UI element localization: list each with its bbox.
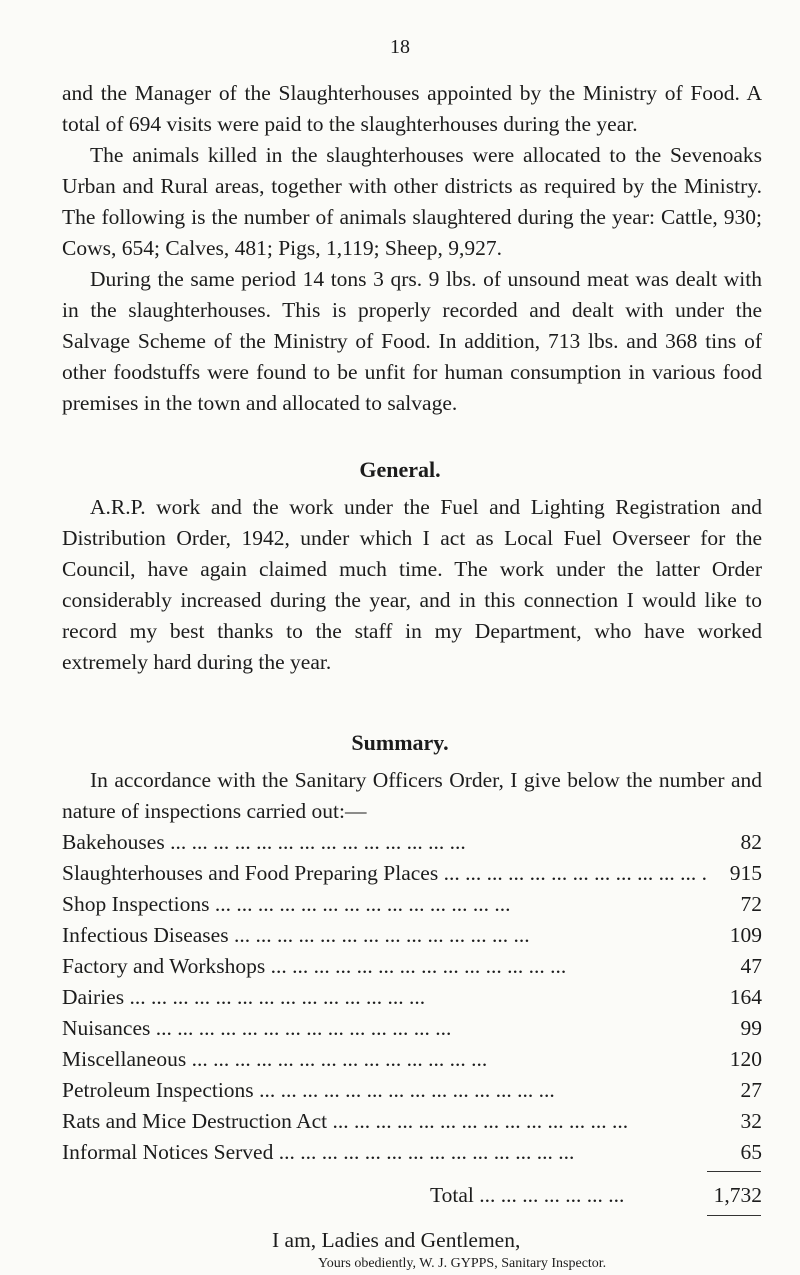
row-value: 99 xyxy=(740,1016,762,1040)
row-label: Bakehouses ... . xyxy=(62,827,708,858)
page-number: 18 xyxy=(390,36,410,58)
table-row xyxy=(62,951,762,982)
paragraph: and the Manager of the Slaughterhouses appointed by the Ministry of Food. A total of 694 visits were paid to the slaughterhouses during the year. xyxy=(62,81,762,136)
row-value: 164 xyxy=(729,985,762,1009)
paragraph: The animals killed in the slaughterhouses were allocated to the Sevenoaks Urban and Rural areas, together with other districts as required by the Ministry. The following is the number of animals slaughtered during the year: Cattle, 930; Cows, 654; Calves, 481; Pigs, 1,119; Sheep, 9,927. xyxy=(62,143,762,260)
table-row xyxy=(62,920,762,951)
table-row xyxy=(62,982,762,1013)
row-label: Miscellaneous ... . xyxy=(62,1044,708,1075)
paragraph: A.R.P. work and the work under the Fuel and Lighting Registration and Distribution Order, 1942, under which I act as Local Fuel Overseer for the Council, have again claimed much time. The work under the latter Order considerably increased during the year, and in this connection I would like to record my best thanks to the staff in my Department, who have worked extremely hard during the year. xyxy=(62,495,762,674)
section-heading-summary: Summary. xyxy=(351,730,449,755)
row-label: Factory and Workshops ... . xyxy=(62,951,708,982)
total-rule-top xyxy=(707,1171,761,1172)
closing-yours: Yours obediently, W. J. GYPPS, Sanitary Inspector. xyxy=(318,1256,607,1271)
row-value: 120 xyxy=(729,1047,762,1071)
row-label: Nuisances ... . xyxy=(62,1013,708,1044)
row-value: 72 xyxy=(740,892,762,916)
general-section xyxy=(62,492,762,678)
table-row xyxy=(62,1106,762,1137)
closing-salutation: I am, Ladies and Gentlemen, xyxy=(272,1228,521,1252)
row-label: Shop Inspections ... . xyxy=(62,889,708,920)
row-value: 65 xyxy=(740,1140,762,1164)
row-value: 32 xyxy=(740,1109,762,1133)
row-label: Petroleum Inspections ... . xyxy=(62,1075,708,1106)
total-label: Total ... . xyxy=(430,1180,702,1211)
row-label: Infectious Diseases ... . xyxy=(62,920,708,951)
total-value: 1,732 xyxy=(713,1183,762,1207)
row-label: Slaughterhouses and Food Preparing Places ... . xyxy=(62,858,708,889)
row-value: 47 xyxy=(740,954,762,978)
inspections-table xyxy=(62,827,762,1168)
table-row xyxy=(62,1075,762,1106)
paragraph: During the same period 14 tons 3 qrs. 9 lbs. of unsound meat was dealt with in the slaughterhouses. This is properly recorded and dealt with under the Salvage Scheme of the Ministry of Food. In addition, 713 lbs. and 368 tins of other foodstuffs were found to be unfit for human consumption in various food premises in the town and allocated to salvage. xyxy=(62,267,762,415)
row-value: 915 xyxy=(729,861,762,885)
row-value: 82 xyxy=(740,830,762,854)
total-row xyxy=(430,1180,762,1211)
row-value: 27 xyxy=(740,1078,762,1102)
table-row xyxy=(62,1137,762,1168)
table-row xyxy=(62,889,762,920)
row-value: 109 xyxy=(729,923,762,947)
section-heading-general: General. xyxy=(359,457,441,482)
table-row xyxy=(62,827,762,858)
total-rule-bottom xyxy=(707,1215,761,1216)
summary-intro xyxy=(62,765,762,827)
slaughterhouse-section xyxy=(62,78,762,419)
paragraph: In accordance with the Sanitary Officers Order, I give below the number and nature of inspections carried out:— xyxy=(62,768,762,823)
table-row xyxy=(62,1044,762,1075)
row-label: Rats and Mice Destruction Act ... . xyxy=(62,1106,708,1137)
table-row xyxy=(62,858,762,889)
table-row xyxy=(62,1013,762,1044)
row-label: Informal Notices Served ... . xyxy=(62,1137,708,1168)
row-label: Dairies ... . xyxy=(62,982,708,1013)
